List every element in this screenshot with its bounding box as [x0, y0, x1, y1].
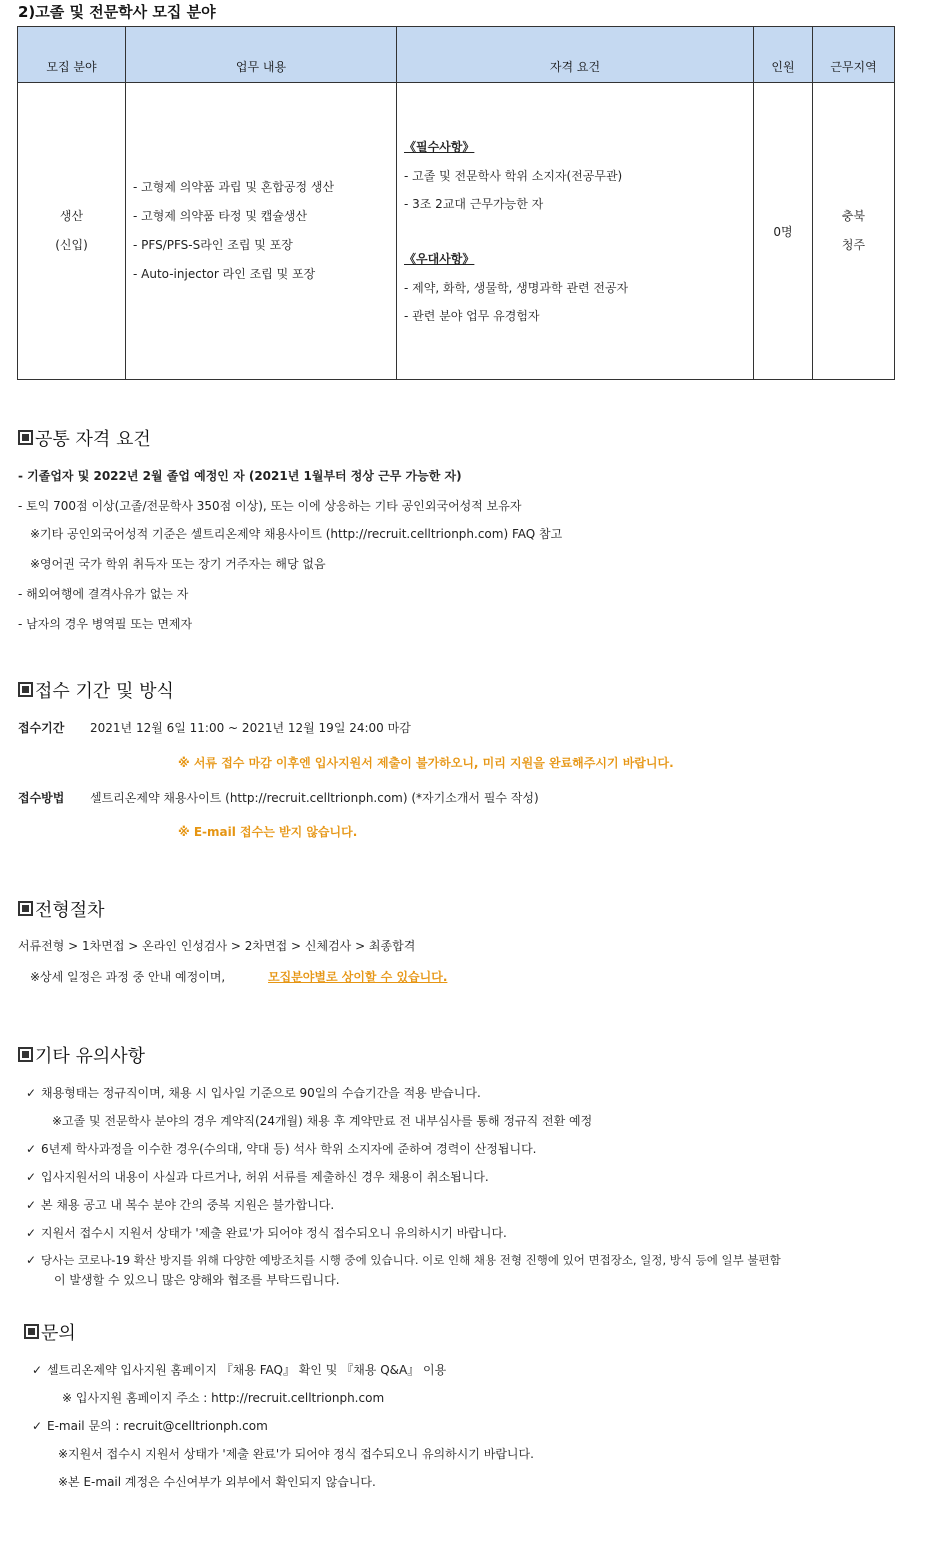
preferred-title: 《우대사항》: [404, 252, 475, 266]
note-item: ✓ 본 채용 공고 내 복수 분야 간의 중복 지원은 불가합니다.: [26, 1198, 335, 1212]
required-item: - 고졸 및 전문학사 학위 소지자(전공무관): [404, 169, 623, 183]
process-steps: 서류전형 > 1차면접 > 온라인 인성검사 > 2차면접 > 신체검사 > 최종합격: [18, 939, 416, 953]
header-duties: 업무 내용: [126, 27, 397, 83]
cell-duties: [126, 83, 397, 380]
duty-item: - PFS/PFS-S라인 조립 및 포장: [133, 238, 293, 252]
header-qualifications: 자격 요건: [397, 27, 754, 83]
notes-section-title: 기타 유의사항: [18, 1042, 145, 1068]
check-icon: ✓: [26, 1226, 37, 1240]
header-headcount: 인원: [754, 27, 813, 83]
common-line: - 해외여행에 결격사유가 없는 자: [18, 587, 189, 601]
note-item: ✓ 6년제 학사과정을 이수한 경우(수의대, 약대 등) 석사 학위 소지자에 준하여 경력이 산정됩니다.: [26, 1142, 537, 1156]
contact-subitem: ※지원서 접수시 지원서 상태가 '제출 완료'가 되어야 정식 접수되오니 유의하시기 바랍니다.: [58, 1447, 534, 1461]
apply-method-label: 접수방법: [18, 791, 65, 805]
table-row: [18, 83, 895, 380]
field-name: 생산: [59, 209, 84, 223]
note-item-continuation: 이 발생할 수 있으니 많은 양해와 협조를 부탁드립니다.: [54, 1273, 340, 1287]
check-icon: ✓: [32, 1419, 43, 1433]
location-city: 청주: [841, 238, 866, 252]
required-title: 《필수사항》: [404, 140, 475, 154]
common-line: ※영어권 국가 학위 취득자 또는 장기 거주자는 해당 없음: [30, 557, 326, 571]
field-type: (신입): [55, 238, 88, 252]
apply-section-title: 접수 기간 및 방식: [18, 677, 174, 703]
common-section-title: 공통 자격 요건: [18, 425, 151, 451]
check-icon: ✓: [26, 1198, 37, 1212]
location-region: 충북: [841, 209, 866, 223]
apply-method-note: ※ E-mail 접수는 받지 않습니다.: [178, 825, 358, 839]
duty-item: - 고형제 의약품 과립 및 혼합공정 생산: [133, 180, 335, 194]
cell-qualifications: [397, 83, 754, 380]
square-bullet-icon: [18, 682, 33, 697]
preferred-item: - 제약, 화학, 생물학, 생명과학 관련 전공자: [404, 281, 629, 295]
section-heading: 2)고졸 및 전문학사 모집 분야: [18, 3, 216, 21]
recruit-table: [17, 26, 895, 380]
contact-subitem: ※ 입사지원 홈페이지 주소 : http://recruit.celltrionph.com: [62, 1391, 385, 1405]
check-icon: ✓: [26, 1253, 37, 1267]
common-line: - 기졸업자 및 2022년 2월 졸업 예정인 자 (2021년 1월부터 정상 근무 가능한 자): [18, 469, 462, 483]
square-bullet-icon: [18, 1047, 33, 1062]
process-note-prefix: ※상세 일정은 과정 중 안내 예정이며,: [30, 970, 226, 984]
note-subitem: ※고졸 및 전문학사 분야의 경우 계약직(24개월) 채용 후 계약만료 전 내부심사를 통해 정규직 전환 예정: [52, 1114, 593, 1128]
apply-period-value: 2021년 12월 6일 11:00 ~ 2021년 12월 19일 24:00 마감: [90, 721, 411, 735]
process-section-title: 전형절차: [18, 896, 105, 922]
table-header-row: [18, 27, 895, 83]
square-bullet-icon: [24, 1324, 39, 1339]
header-field: 모집 분야: [18, 27, 126, 83]
note-item: ✓ 채용형태는 정규직이며, 채용 시 입사일 기준으로 90일의 수습기간을 적용 받습니다.: [26, 1086, 481, 1100]
check-icon: ✓: [26, 1170, 37, 1184]
contact-item: ✓ 셀트리온제약 입사지원 홈페이지 『채용 FAQ』 확인 및 『채용 Q&A』 이용: [32, 1363, 447, 1377]
cell-headcount: 0명: [754, 83, 813, 380]
common-line: - 남자의 경우 병역필 또는 면제자: [18, 617, 193, 631]
duty-item: - 고형제 의약품 타정 및 캡슐생산: [133, 209, 308, 223]
note-item: ✓ 입사지원서의 내용이 사실과 다르거나, 허위 서류를 제출하신 경우 채용이 취소됩니다.: [26, 1170, 489, 1184]
required-item: - 3조 2교대 근무가능한 자: [404, 197, 544, 211]
apply-period-label: 접수기간: [18, 721, 65, 735]
check-icon: ✓: [26, 1142, 37, 1156]
duty-item: - Auto-injector 라인 조립 및 포장: [133, 267, 316, 281]
apply-period-note: ※ 서류 접수 마감 이후엔 입사지원서 제출이 불가하오니, 미리 지원을 완료해주시기 바랍니다.: [178, 756, 674, 770]
cell-field: [18, 83, 126, 380]
process-note-highlight: 모집분야별로 상이할 수 있습니다.: [268, 970, 448, 984]
check-icon: ✓: [26, 1086, 37, 1100]
contact-subitem: ※본 E-mail 계정은 수신여부가 외부에서 확인되지 않습니다.: [58, 1475, 376, 1489]
apply-method-value: 셀트리온제약 채용사이트 (http://recruit.celltrionph.com) (*자기소개서 필수 작성): [90, 791, 539, 805]
contact-section-title: 문의: [24, 1319, 76, 1345]
common-line: ※기타 공인외국어성적 기준은 셀트리온제약 채용사이트 (http://recruit.celltrionph.com) FAQ 참고: [30, 527, 563, 541]
check-icon: ✓: [32, 1363, 43, 1377]
cell-location: [813, 83, 895, 380]
square-bullet-icon: [18, 430, 33, 445]
contact-item: ✓ E-mail 문의 : recruit@celltrionph.com: [32, 1419, 268, 1433]
common-line: - 토익 700점 이상(고졸/전문학사 350점 이상), 또는 이에 상응하는 기타 공인외국어성적 보유자: [18, 499, 522, 513]
square-bullet-icon: [18, 901, 33, 916]
preferred-item: - 관련 분야 업무 유경험자: [404, 309, 540, 323]
note-item: ✓ 지원서 접수시 지원서 상태가 '제출 완료'가 되어야 정식 접수되오니 유의하시기 바랍니다.: [26, 1226, 507, 1240]
note-item: ✓ 당사는 코로나-19 확산 방지를 위해 다양한 예방조치를 시행 중에 있습니다. 이로 인해 채용 전형 진행에 있어 면접장소, 일정, 방식 등에 일부 불편함: [26, 1253, 781, 1267]
header-location: 근무지역: [813, 27, 895, 83]
